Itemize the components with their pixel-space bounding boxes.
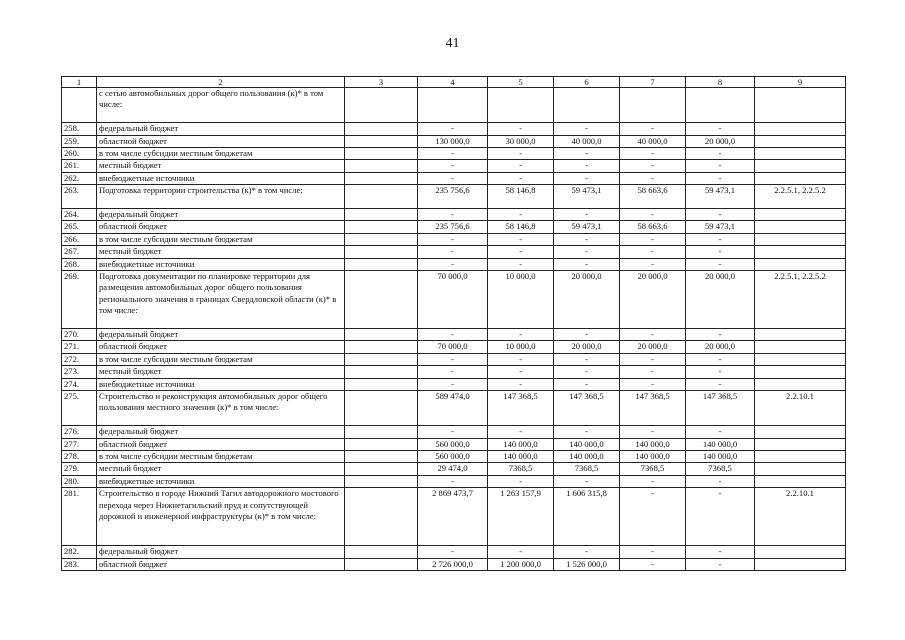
column-6-value: -: [554, 353, 620, 365]
column-4-value: -: [418, 148, 488, 160]
column-7-value: [620, 88, 686, 123]
table-row: [62, 558, 846, 570]
column-9-reference: [755, 135, 846, 147]
column-7-value: -: [620, 366, 686, 378]
table-header-row: [62, 77, 846, 88]
column-4-value: -: [418, 378, 488, 390]
row-number: 260.: [62, 148, 97, 160]
row-name: местный бюджет: [97, 246, 345, 258]
column-header: 1: [62, 77, 97, 88]
table-row: [62, 463, 846, 475]
column-3-value: [345, 271, 418, 329]
column-7-value: -: [620, 123, 686, 135]
row-name: областной бюджет: [97, 558, 345, 570]
column-7-value: -: [620, 148, 686, 160]
row-number: 272.: [62, 353, 97, 365]
column-4-value: -: [418, 353, 488, 365]
column-8-value: 147 368,5: [686, 391, 755, 426]
column-8-value: -: [686, 329, 755, 341]
column-header: 8: [686, 77, 755, 88]
column-6-value: -: [554, 123, 620, 135]
column-3-value: [345, 185, 418, 209]
column-5-value: 30 000,0: [488, 135, 554, 147]
column-3-value: [345, 546, 418, 558]
column-5-value: 58 146,8: [488, 221, 554, 233]
column-3-value: [345, 233, 418, 245]
column-6-value: -: [554, 172, 620, 184]
column-4-value: -: [418, 172, 488, 184]
row-name: местный бюджет: [97, 366, 345, 378]
table-row: [62, 451, 846, 463]
column-6-value: -: [554, 546, 620, 558]
column-header: 4: [418, 77, 488, 88]
column-5-value: 1 200 000,0: [488, 558, 554, 570]
column-6-value: -: [554, 366, 620, 378]
column-4-value: -: [418, 546, 488, 558]
row-number: 261.: [62, 160, 97, 172]
column-8-value: 140 000,0: [686, 451, 755, 463]
column-7-value: -: [620, 160, 686, 172]
column-9-reference: 2.2.5.1, 2.2.5.2: [755, 271, 846, 329]
column-6-value: [554, 88, 620, 123]
row-name: в том числе субсидии местным бюджетам: [97, 353, 345, 365]
column-7-value: 58 663,6: [620, 221, 686, 233]
column-8-value: 59 473,1: [686, 185, 755, 209]
column-5-value: -: [488, 246, 554, 258]
column-9-reference: [755, 246, 846, 258]
column-5-value: 10 000,0: [488, 271, 554, 329]
column-6-value: -: [554, 258, 620, 270]
row-number: 283.: [62, 558, 97, 570]
column-6-value: -: [554, 246, 620, 258]
column-9-reference: [755, 558, 846, 570]
column-9-reference: [755, 172, 846, 184]
row-name: федеральный бюджет: [97, 329, 345, 341]
column-6-value: 1 606 315,8: [554, 488, 620, 546]
row-number: 267.: [62, 246, 97, 258]
column-8-value: -: [686, 475, 755, 487]
column-4-value: -: [418, 329, 488, 341]
column-3-value: [345, 341, 418, 353]
row-name: с сетью автомобильных дорог общего пользования (к)* в том числе:: [97, 88, 345, 123]
column-5-value: -: [488, 160, 554, 172]
column-6-value: -: [554, 209, 620, 221]
column-4-value: -: [418, 426, 488, 438]
column-8-value: 20 000,0: [686, 271, 755, 329]
table-row: [62, 135, 846, 147]
column-8-value: -: [686, 233, 755, 245]
row-number: 281.: [62, 488, 97, 546]
column-9-reference: [755, 366, 846, 378]
column-8-value: -: [686, 546, 755, 558]
column-5-value: 7368,5: [488, 463, 554, 475]
column-4-value: 70 000,0: [418, 271, 488, 329]
row-name: областной бюджет: [97, 135, 345, 147]
row-number: 258.: [62, 123, 97, 135]
column-9-reference: [755, 475, 846, 487]
column-5-value: -: [488, 366, 554, 378]
column-6-value: 20 000,0: [554, 341, 620, 353]
row-number: 275.: [62, 391, 97, 426]
row-name: в том числе субсидии местным бюджетам: [97, 148, 345, 160]
column-3-value: [345, 463, 418, 475]
row-name: в том числе субсидии местным бюджетам: [97, 451, 345, 463]
column-9-reference: [755, 258, 846, 270]
row-number: 268.: [62, 258, 97, 270]
column-4-value: 235 756,6: [418, 221, 488, 233]
column-6-value: -: [554, 475, 620, 487]
column-8-value: [686, 88, 755, 123]
row-name: Подготовка документации по планировке территории для размещения автомобильных дорог общего пользования регионального значения в границах Свердловской области (к)* в том числе:: [97, 271, 345, 329]
column-6-value: -: [554, 148, 620, 160]
column-9-reference: [755, 378, 846, 390]
column-8-value: -: [686, 209, 755, 221]
column-7-value: 20 000,0: [620, 271, 686, 329]
row-name: местный бюджет: [97, 463, 345, 475]
column-7-value: 40 000,0: [620, 135, 686, 147]
column-8-value: 20 000,0: [686, 135, 755, 147]
column-9-reference: [755, 233, 846, 245]
column-7-value: -: [620, 209, 686, 221]
column-9-reference: [755, 221, 846, 233]
column-3-value: [345, 160, 418, 172]
column-9-reference: [755, 546, 846, 558]
table-row: [62, 88, 846, 123]
column-7-value: 140 000,0: [620, 451, 686, 463]
column-6-value: -: [554, 160, 620, 172]
column-3-value: [345, 475, 418, 487]
column-9-reference: [755, 160, 846, 172]
column-8-value: 140 000,0: [686, 438, 755, 450]
column-3-value: [345, 172, 418, 184]
table-row: [62, 148, 846, 160]
table-row: [62, 246, 846, 258]
column-7-value: -: [620, 258, 686, 270]
column-header: 5: [488, 77, 554, 88]
table-row: [62, 123, 846, 135]
column-8-value: 20 000,0: [686, 341, 755, 353]
table-row: [62, 391, 846, 426]
column-7-value: -: [620, 378, 686, 390]
column-7-value: 7368,5: [620, 463, 686, 475]
table-row: [62, 438, 846, 450]
table-row: [62, 488, 846, 546]
table-row: [62, 546, 846, 558]
table-row: [62, 160, 846, 172]
column-5-value: -: [488, 546, 554, 558]
column-6-value: 147 368,5: [554, 391, 620, 426]
column-6-value: 40 000,0: [554, 135, 620, 147]
column-4-value: 70 000,0: [418, 341, 488, 353]
row-name: федеральный бюджет: [97, 123, 345, 135]
column-7-value: 140 000,0: [620, 438, 686, 450]
column-8-value: -: [686, 160, 755, 172]
column-6-value: 140 000,0: [554, 438, 620, 450]
column-header: 3: [345, 77, 418, 88]
column-4-value: [418, 88, 488, 123]
row-name: местный бюджет: [97, 160, 345, 172]
column-5-value: -: [488, 258, 554, 270]
row-number: 269.: [62, 271, 97, 329]
column-9-reference: [755, 209, 846, 221]
column-5-value: 140 000,0: [488, 438, 554, 450]
column-9-reference: 2.2.10.1: [755, 488, 846, 546]
column-3-value: [345, 391, 418, 426]
column-header: 9: [755, 77, 846, 88]
row-number: 264.: [62, 209, 97, 221]
row-number: 278.: [62, 451, 97, 463]
row-number: [62, 88, 97, 123]
table-row: [62, 329, 846, 341]
column-5-value: 140 000,0: [488, 451, 554, 463]
column-4-value: -: [418, 246, 488, 258]
column-3-value: [345, 209, 418, 221]
column-5-value: -: [488, 353, 554, 365]
column-8-value: 59 473,1: [686, 221, 755, 233]
row-name: областной бюджет: [97, 438, 345, 450]
column-header: 2: [97, 77, 345, 88]
column-7-value: -: [620, 558, 686, 570]
column-3-value: [345, 135, 418, 147]
column-3-value: [345, 88, 418, 123]
column-6-value: 1 526 000,0: [554, 558, 620, 570]
column-8-value: -: [686, 353, 755, 365]
column-6-value: 59 473,1: [554, 221, 620, 233]
row-name: внебюджетные источники: [97, 172, 345, 184]
row-number: 263.: [62, 185, 97, 209]
row-number: 266.: [62, 233, 97, 245]
row-name: внебюджетные источники: [97, 378, 345, 390]
column-3-value: [345, 558, 418, 570]
row-name: федеральный бюджет: [97, 209, 345, 221]
row-name: внебюджетные источники: [97, 475, 345, 487]
column-4-value: -: [418, 233, 488, 245]
row-number: 276.: [62, 426, 97, 438]
row-name: Строительство и реконструкция автомобильных дорог общего пользования местного значения (к)* в том числе:: [97, 391, 345, 426]
column-3-value: [345, 438, 418, 450]
table-row: [62, 475, 846, 487]
column-5-value: 58 146,8: [488, 185, 554, 209]
column-4-value: 2 726 000,0: [418, 558, 488, 570]
column-3-value: [345, 488, 418, 546]
column-9-reference: 2.2.10.1: [755, 391, 846, 426]
row-name: областной бюджет: [97, 221, 345, 233]
row-number: 270.: [62, 329, 97, 341]
column-5-value: -: [488, 123, 554, 135]
column-3-value: [345, 426, 418, 438]
column-6-value: -: [554, 426, 620, 438]
row-number: 279.: [62, 463, 97, 475]
column-3-value: [345, 258, 418, 270]
column-header: 7: [620, 77, 686, 88]
column-3-value: [345, 246, 418, 258]
column-5-value: -: [488, 172, 554, 184]
column-4-value: -: [418, 209, 488, 221]
row-number: 271.: [62, 341, 97, 353]
table-row: [62, 209, 846, 221]
column-5-value: 1 263 157,9: [488, 488, 554, 546]
column-4-value: 235 756,6: [418, 185, 488, 209]
column-4-value: -: [418, 475, 488, 487]
column-8-value: -: [686, 246, 755, 258]
row-number: 280.: [62, 475, 97, 487]
page-number: 41: [445, 36, 460, 51]
table-row: [62, 233, 846, 245]
table-row: [62, 221, 846, 233]
column-8-value: -: [686, 366, 755, 378]
column-8-value: -: [686, 426, 755, 438]
column-9-reference: [755, 451, 846, 463]
budget-table: [61, 76, 846, 571]
column-4-value: 589 474,0: [418, 391, 488, 426]
column-5-value: 147 368,5: [488, 391, 554, 426]
column-4-value: 2 869 473,7: [418, 488, 488, 546]
column-8-value: 7368,5: [686, 463, 755, 475]
column-9-reference: [755, 353, 846, 365]
column-8-value: -: [686, 172, 755, 184]
table-row: [62, 172, 846, 184]
column-7-value: -: [620, 488, 686, 546]
column-7-value: 58 663,6: [620, 185, 686, 209]
table-row: [62, 258, 846, 270]
row-name: областной бюджет: [97, 341, 345, 353]
column-6-value: 59 473,1: [554, 185, 620, 209]
column-9-reference: [755, 148, 846, 160]
column-5-value: -: [488, 475, 554, 487]
column-5-value: 10 000,0: [488, 341, 554, 353]
table-row: [62, 185, 846, 209]
column-6-value: 140 000,0: [554, 451, 620, 463]
column-8-value: -: [686, 258, 755, 270]
column-9-reference: [755, 341, 846, 353]
row-name: внебюджетные источники: [97, 258, 345, 270]
column-8-value: -: [686, 148, 755, 160]
table-row: [62, 353, 846, 365]
column-3-value: [345, 148, 418, 160]
column-4-value: -: [418, 123, 488, 135]
column-6-value: 7368,5: [554, 463, 620, 475]
column-4-value: -: [418, 366, 488, 378]
column-5-value: -: [488, 233, 554, 245]
column-7-value: -: [620, 546, 686, 558]
column-9-reference: 2.2.5.1, 2.2.5.2: [755, 185, 846, 209]
column-7-value: -: [620, 329, 686, 341]
column-8-value: -: [686, 378, 755, 390]
column-3-value: [345, 221, 418, 233]
column-5-value: [488, 88, 554, 123]
column-5-value: -: [488, 378, 554, 390]
column-6-value: -: [554, 329, 620, 341]
row-number: 262.: [62, 172, 97, 184]
row-number: 277.: [62, 438, 97, 450]
column-4-value: -: [418, 258, 488, 270]
column-7-value: -: [620, 172, 686, 184]
column-9-reference: [755, 123, 846, 135]
row-number: 259.: [62, 135, 97, 147]
column-7-value: -: [620, 246, 686, 258]
column-5-value: -: [488, 209, 554, 221]
column-8-value: -: [686, 558, 755, 570]
table-row: [62, 426, 846, 438]
column-4-value: 560 000,0: [418, 438, 488, 450]
column-3-value: [345, 378, 418, 390]
row-number: 273.: [62, 366, 97, 378]
column-9-reference: [755, 463, 846, 475]
table-row: [62, 366, 846, 378]
column-header: 6: [554, 77, 620, 88]
column-9-reference: [755, 438, 846, 450]
column-3-value: [345, 353, 418, 365]
column-4-value: -: [418, 160, 488, 172]
column-6-value: 20 000,0: [554, 271, 620, 329]
column-3-value: [345, 451, 418, 463]
column-5-value: -: [488, 148, 554, 160]
column-7-value: 20 000,0: [620, 341, 686, 353]
column-3-value: [345, 329, 418, 341]
row-name: федеральный бюджет: [97, 546, 345, 558]
column-4-value: 29 474,0: [418, 463, 488, 475]
row-name: в том числе субсидии местным бюджетам: [97, 233, 345, 245]
column-7-value: -: [620, 353, 686, 365]
row-name: Подготовка территории строительства (к)* в том числе:: [97, 185, 345, 209]
column-7-value: -: [620, 233, 686, 245]
row-name: Строительство в городе Нижний Тагил автодорожного мостового перехода через Нижнетагильский пруд и сопутствующей дорожной и инженерной инфраструктуры (к)* в том числе:: [97, 488, 345, 546]
table-row: [62, 341, 846, 353]
table-row: [62, 271, 846, 329]
column-6-value: -: [554, 378, 620, 390]
column-8-value: -: [686, 488, 755, 546]
column-3-value: [345, 123, 418, 135]
row-name: федеральный бюджет: [97, 426, 345, 438]
column-9-reference: [755, 329, 846, 341]
row-number: 265.: [62, 221, 97, 233]
column-7-value: -: [620, 475, 686, 487]
row-number: 274.: [62, 378, 97, 390]
column-8-value: -: [686, 123, 755, 135]
column-4-value: 130 000,0: [418, 135, 488, 147]
column-7-value: -: [620, 426, 686, 438]
column-6-value: -: [554, 233, 620, 245]
column-5-value: -: [488, 329, 554, 341]
table-row: [62, 378, 846, 390]
column-9-reference: [755, 426, 846, 438]
column-5-value: -: [488, 426, 554, 438]
column-9-reference: [755, 88, 846, 123]
column-4-value: 560 000,0: [418, 451, 488, 463]
row-number: 282.: [62, 546, 97, 558]
column-7-value: 147 368,5: [620, 391, 686, 426]
column-3-value: [345, 366, 418, 378]
